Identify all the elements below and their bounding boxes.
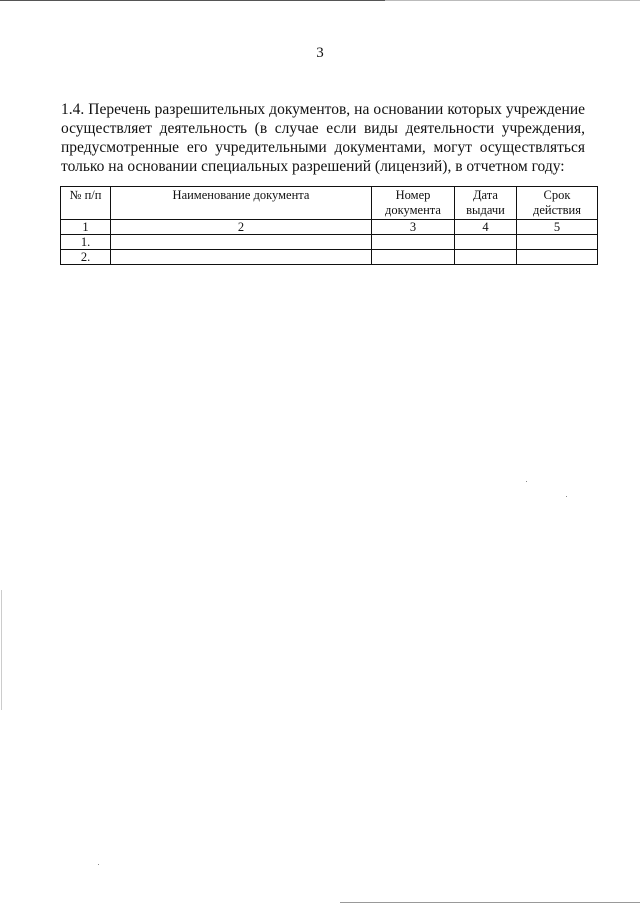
table-header-row xyxy=(61,187,598,220)
permits-table xyxy=(60,186,598,265)
row-issue-date-cell xyxy=(455,235,517,250)
scan-speck xyxy=(526,481,527,482)
row-validity-cell xyxy=(517,250,598,265)
scan-edge-bottom xyxy=(340,902,640,903)
header-document-name: Наименование документа xyxy=(111,187,372,220)
header-num: № п/п xyxy=(61,187,111,220)
column-number-row xyxy=(61,220,598,235)
scan-speck xyxy=(98,864,99,865)
header-issue-date: Дата выдачи xyxy=(455,187,517,220)
row-name-cell xyxy=(111,250,372,265)
scan-edge-left xyxy=(1,590,2,710)
row-num-cell: 2. xyxy=(61,250,111,265)
scan-speck xyxy=(566,496,567,497)
column-number-cell: 1 xyxy=(61,220,111,235)
row-validity-cell xyxy=(517,235,598,250)
column-number-cell: 2 xyxy=(111,220,372,235)
scan-edge-top xyxy=(0,0,385,1)
row-name-cell xyxy=(111,235,372,250)
row-num-cell: 1. xyxy=(61,235,111,250)
row-issue-date-cell xyxy=(455,250,517,265)
table-row xyxy=(61,235,598,250)
scan-edge-top-right xyxy=(385,0,640,1)
table-row xyxy=(61,250,598,265)
column-number-cell: 3 xyxy=(372,220,455,235)
header-document-number: Номер документа xyxy=(372,187,455,220)
page-number: 3 xyxy=(316,45,324,61)
header-validity: Срок действия xyxy=(517,187,598,220)
row-doc-number-cell xyxy=(372,235,455,250)
section-paragraph: 1.4. Перечень разрешительных документов, на основании которых учреждение осуществляет деятельность (в случае если виды деятельности учреждения, предусмотренные его учредительными документами, могут осуществляться только на основании специальных разрешений (лицензий), в отчетном году: xyxy=(61,101,585,175)
row-doc-number-cell xyxy=(372,250,455,265)
column-number-cell: 5 xyxy=(517,220,598,235)
column-number-cell: 4 xyxy=(455,220,517,235)
